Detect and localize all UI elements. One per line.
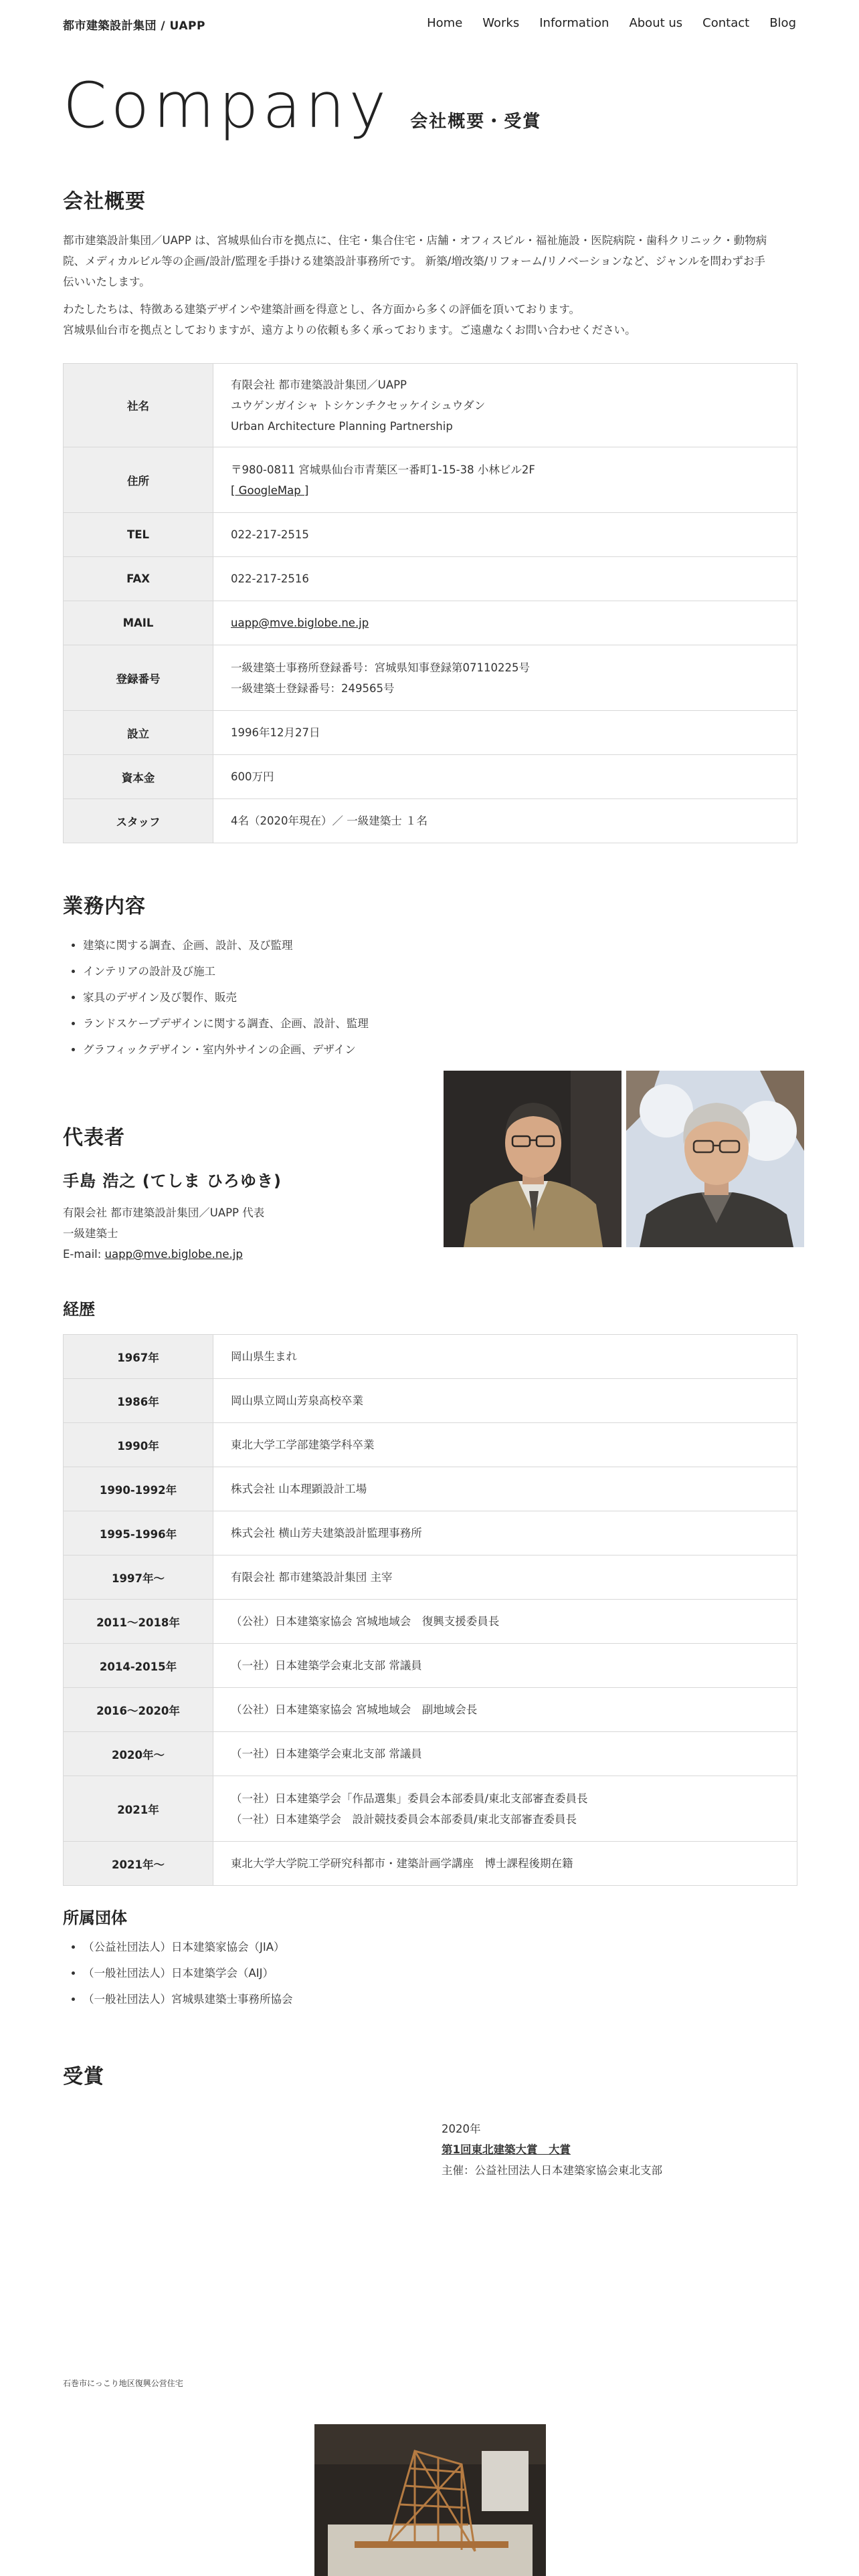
career-event: （一社）日本建築学会東北支部 常議員 <box>213 1732 797 1776</box>
representative-photo-2 <box>626 1071 804 1247</box>
awards-heading: 受賞 <box>63 2065 104 2088</box>
row-value <box>213 364 797 447</box>
business-list <box>63 932 369 1063</box>
career-year: 1986年 <box>64 1379 213 1423</box>
career-event-line: （一社）日本建築学会 設計競技委員会本部委員/東北支部審査委員長 <box>231 1812 577 1826</box>
award-host: 主催：公益社団法人日本建築家協会東北支部 <box>442 2164 662 2177</box>
capital-value: 600万円 <box>213 755 797 799</box>
representative-heading: 代表者 <box>63 1126 125 1150</box>
nav-home[interactable]: Home <box>427 16 463 30</box>
table-row <box>64 1511 797 1555</box>
career-event: 株式会社 横山芳夫建築設計監理事務所 <box>213 1511 797 1555</box>
table-row <box>64 645 797 711</box>
list-item: • ランドスケープデザインに関する調査、企画、設計、監理 <box>83 1010 369 1037</box>
table-row <box>64 799 797 843</box>
table-row <box>64 601 797 645</box>
table-row <box>64 1644 797 1688</box>
table-row <box>64 1423 797 1467</box>
list-item: • 建築に関する調査、企画、設計、及び監理 <box>83 932 369 958</box>
row-value <box>213 447 797 513</box>
table-row <box>64 1732 797 1776</box>
overview-heading: 会社概要 <box>63 190 146 213</box>
staff-value: 4名（2020年現在）／ 一級建築士 １名 <box>213 799 797 843</box>
career-event: 有限会社 都市建築設計集団 主宰 <box>213 1555 797 1600</box>
row-key: 社名 <box>64 364 213 447</box>
nav-information[interactable]: Information <box>539 16 609 30</box>
career-year: 1990-1992年 <box>64 1467 213 1511</box>
registration-office: 一級建築士事務所登録番号：宮城県知事登録第07110225号 <box>231 661 530 674</box>
award-year: 2020年 <box>442 2123 481 2135</box>
award-caption: 石巻市にっこり地区復興公営住宅 <box>63 2379 183 2388</box>
row-key: FAX <box>64 557 213 601</box>
representative-name: 手島 浩之 (てしま ひろゆき) <box>63 1172 282 1190</box>
architectural-model-illustration <box>314 2424 546 2576</box>
registration-architect: 一級建築士登録番号：249565号 <box>231 681 395 695</box>
row-value <box>213 601 797 645</box>
award-title[interactable]: 第1回東北建築大賞 大賞 <box>442 2143 571 2156</box>
row-key: 資本金 <box>64 755 213 799</box>
career-event: 東北大学大学院工学研究科都市・建築計画学講座 博士課程後期在籍 <box>213 1842 797 1886</box>
nav-blog[interactable]: Blog <box>769 16 796 30</box>
google-map-link[interactable]: [ GoogleMap ] <box>231 484 309 497</box>
tel-value: 022-217-2515 <box>213 513 797 557</box>
table-row <box>64 755 797 799</box>
portrait-illustration <box>626 1071 804 1247</box>
mail-link[interactable]: uapp@mve.biglobe.ne.jp <box>231 617 369 629</box>
founded-value: 1996年12月27日 <box>213 711 797 755</box>
page-title-main: Company <box>63 70 391 142</box>
row-key: 登録番号 <box>64 645 213 711</box>
table-row <box>64 1600 797 1644</box>
representative-title: 有限会社 都市建築設計集団／UAPP 代表 <box>63 1206 265 1219</box>
career-year: 2020年～ <box>64 1732 213 1776</box>
intro-line: 都市建築設計集団／UAPP は、宮城県仙台市を拠点に、住宅・集合住宅・店舗・オフィスビル・福祉施設・医院病院・歯科クリニック・動物病 <box>63 234 767 247</box>
main-nav <box>407 16 796 30</box>
representative-details <box>63 1202 264 1265</box>
model-photo <box>314 2424 546 2576</box>
table-row <box>64 364 797 447</box>
representative-email-row <box>63 1244 264 1265</box>
nav-contact[interactable]: Contact <box>702 16 750 30</box>
row-key: TEL <box>64 513 213 557</box>
career-year: 1997年～ <box>64 1555 213 1600</box>
career-year: 2016～2020年 <box>64 1688 213 1732</box>
nav-works[interactable]: Works <box>482 16 520 30</box>
company-info-table <box>63 363 797 843</box>
career-event: 岡山県立岡山芳泉高校卒業 <box>213 1379 797 1423</box>
overview-intro <box>63 230 796 340</box>
email-label: E-mail: <box>63 1248 105 1261</box>
list-item: • 家具のデザイン及び製作、販売 <box>83 984 369 1010</box>
award-entry <box>442 2119 662 2181</box>
row-key: 住所 <box>64 447 213 513</box>
company-name-jp: 有限会社 都市建築設計集団／UAPP <box>231 378 407 391</box>
table-row <box>64 1776 797 1842</box>
fax-value: 022-217-2516 <box>213 557 797 601</box>
career-year: 2021年 <box>64 1776 213 1842</box>
table-row <box>64 1335 797 1379</box>
career-table <box>63 1334 797 1886</box>
company-name-en: Urban Architecture Planning Partnership <box>231 419 453 433</box>
career-event: 東北大学工学部建築学科卒業 <box>213 1423 797 1467</box>
career-event: （一社）日本建築学会東北支部 常議員 <box>213 1644 797 1688</box>
row-value <box>213 645 797 711</box>
career-heading: 経歴 <box>63 1300 95 1319</box>
career-year: 1995-1996年 <box>64 1511 213 1555</box>
address-text: 〒980-0811 宮城県仙台市青葉区一番町1-15-38 小林ビル2F <box>231 463 535 476</box>
career-event: （公社）日本建築家協会 宮城地域会 復興支援委員長 <box>213 1600 797 1644</box>
row-key: スタッフ <box>64 799 213 843</box>
list-item: • （一般社団法人）宮城県建築士事務所協会 <box>83 1986 293 2012</box>
representative-photo-1 <box>444 1071 622 1247</box>
list-item: • （一般社団法人）日本建築学会（AIJ） <box>83 1960 293 1986</box>
row-key: 設立 <box>64 711 213 755</box>
table-row <box>64 1842 797 1886</box>
table-row <box>64 513 797 557</box>
career-event: 岡山県生まれ <box>213 1335 797 1379</box>
career-year: 1967年 <box>64 1335 213 1379</box>
list-item: • インテリアの設計及び施工 <box>83 958 369 984</box>
site-header <box>0 0 859 48</box>
table-row <box>64 711 797 755</box>
career-year: 2021年～ <box>64 1842 213 1886</box>
career-year: 2011～2018年 <box>64 1600 213 1644</box>
page-title-sub: 会社概要・受賞 <box>410 112 542 132</box>
affiliations-heading: 所属団体 <box>63 1909 127 1927</box>
page-title <box>63 70 542 142</box>
intro-line: 院、メディカルビル等の企画/設計/監理を手掛ける建築設計事務所です。 新築/増改築/リフォーム/リノベーションなど、ジャンルを問わずお手 <box>63 255 765 267</box>
table-row <box>64 557 797 601</box>
intro-line: わたしたちは、特徴ある建築デザインや建築計画を得意とし、各方面から多くの評価を頂いております。 <box>63 303 581 316</box>
career-event: （公社）日本建築家協会 宮城地域会 副地域会長 <box>213 1688 797 1732</box>
affiliations-list <box>63 1934 293 2012</box>
nav-about-us[interactable]: About us <box>629 16 683 30</box>
row-key: MAIL <box>64 601 213 645</box>
career-year: 2014-2015年 <box>64 1644 213 1688</box>
career-event-line: （一社）日本建築学会「作品選集」委員会本部委員/東北支部審査委員長 <box>231 1792 588 1805</box>
list-item: • （公益社団法人）日本建築家協会（JIA） <box>83 1934 293 1960</box>
career-event: 株式会社 山本理顕設計工場 <box>213 1467 797 1511</box>
intro-line: 宮城県仙台市を拠点としておりますが、遠方よりの依頼も多く承っております。ご遠慮なくお問い合わせください。 <box>63 324 636 336</box>
table-row <box>64 1467 797 1511</box>
representative-license: 一級建築士 <box>63 1227 118 1240</box>
table-row <box>64 1379 797 1423</box>
list-item: • グラフィックデザイン・室内外サインの企画、デザイン <box>83 1037 369 1063</box>
career-event <box>213 1776 797 1842</box>
portrait-illustration <box>444 1071 622 1247</box>
table-row <box>64 1688 797 1732</box>
site-brand[interactable]: 都市建築設計集団 / UAPP <box>63 19 205 33</box>
business-heading: 業務内容 <box>63 895 146 918</box>
table-row <box>64 447 797 513</box>
table-row <box>64 1555 797 1600</box>
representative-email-link[interactable]: uapp@mve.biglobe.ne.jp <box>104 1248 243 1261</box>
intro-line: 伝いいたします。 <box>63 276 151 288</box>
company-name-kana: ユウゲンガイシャ トシケンチクセッケイシュウダン <box>231 399 486 412</box>
career-year: 1990年 <box>64 1423 213 1467</box>
